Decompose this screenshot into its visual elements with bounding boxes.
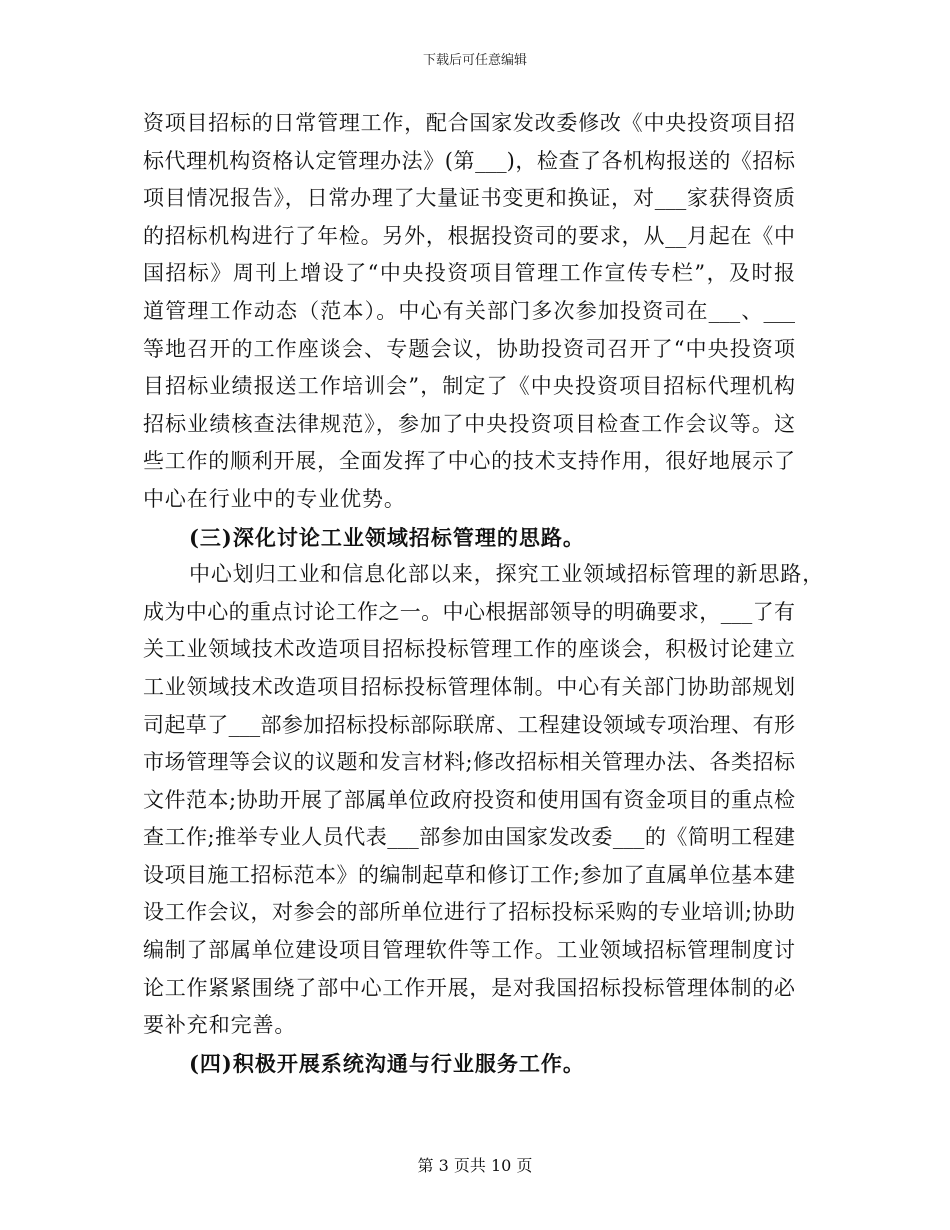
- paragraph-line: 些工作的顺利开展，全面发挥了中心的技术支持作用，很好地展示了: [143, 449, 795, 474]
- paragraph-line: 目招标业绩报送工作培训会”，制定了《中央投资项目招标代理机构: [143, 374, 795, 399]
- paragraph-line: 道管理工作动态（范本）。中心有关部门多次参加投资司在___、___: [143, 298, 795, 323]
- paragraph-line: 要补充和完善。: [143, 1013, 297, 1038]
- paragraph-line: 设工作会议，对参会的部所单位进行了招标投标采购的专业培训;协助: [143, 900, 795, 925]
- section-heading-3: (三)深化讨论工业领域招标管理的思路。: [189, 524, 585, 550]
- paragraph-line: 资项目招标的日常管理工作，配合国家发改委修改《中央投资项目招: [143, 111, 795, 135]
- page-header-note: 下载后可任意编辑: [422, 53, 527, 68]
- paragraph-line: 市场管理等会议的议题和发言材料;修改招标相关管理办法、各类招标: [143, 750, 795, 775]
- section-heading-4: (四)积极开展系统沟通与行业服务工作。: [189, 1050, 585, 1076]
- paragraph-line: 司起草了___部参加招标投标部际联席、工程建设领域专项治理、有形: [143, 712, 795, 737]
- paragraph-line: 文件范本;协助开展了部属单位政府投资和使用国有资金项目的重点检: [143, 787, 795, 812]
- paragraph-line: 等地召开的工作座谈会、专题会议，协助投资司召开了“中央投资项: [143, 336, 795, 361]
- page-number: 第 3 页共 10 页: [417, 1156, 533, 1175]
- paragraph-line: 设项目施工招标范本》的编制起草和修订工作;参加了直属单位基本建: [143, 862, 795, 887]
- paragraph-line: 论工作紧紧围绕了部中心工作开展，是对我国招标投标管理体制的必: [143, 975, 795, 1000]
- paragraph-line: 国招标》周刊上增设了“中央投资项目管理工作宣传专栏”，及时报: [143, 261, 795, 286]
- paragraph-line: 关工业领域技术改造项目招标投标管理工作的座谈会，积极讨论建立: [143, 637, 795, 662]
- paragraph-line: 招标业绩核查法律规范》，参加了中央投资项目检查工作会议等。这: [143, 411, 795, 436]
- paragraph-line: 成为中心的重点讨论工作之一。中心根据部领导的明确要求，___了有: [143, 599, 795, 624]
- paragraph-line: 中心划归工业和信息化部以来，探究工业领域招标管理的新思路，: [189, 562, 825, 587]
- paragraph-line: 标代理机构资格认定管理办法》(第___)，检查了各机构报送的《招标: [143, 148, 795, 173]
- paragraph-line: 工业领域技术改造项目招标投标管理体制。中心有关部门协助部规划: [143, 674, 795, 699]
- document-body: [143, 105, 825, 1082]
- paragraph-line: 查工作;推举专业人员代表___部参加由国家发改委___的《简明工程建: [143, 825, 795, 850]
- paragraph-line: 中心在行业中的专业优势。: [143, 486, 406, 511]
- paragraph-line: 编制了部属单位建设项目管理软件等工作。工业领域招标管理制度讨: [143, 938, 795, 963]
- paragraph-line: 的招标机构进行了年检。另外，根据投资司的要求，从__月起在《中: [143, 223, 795, 248]
- paragraph-line: 项目情况报告》，日常办理了大量证书变更和换证，对___家获得资质: [143, 186, 795, 211]
